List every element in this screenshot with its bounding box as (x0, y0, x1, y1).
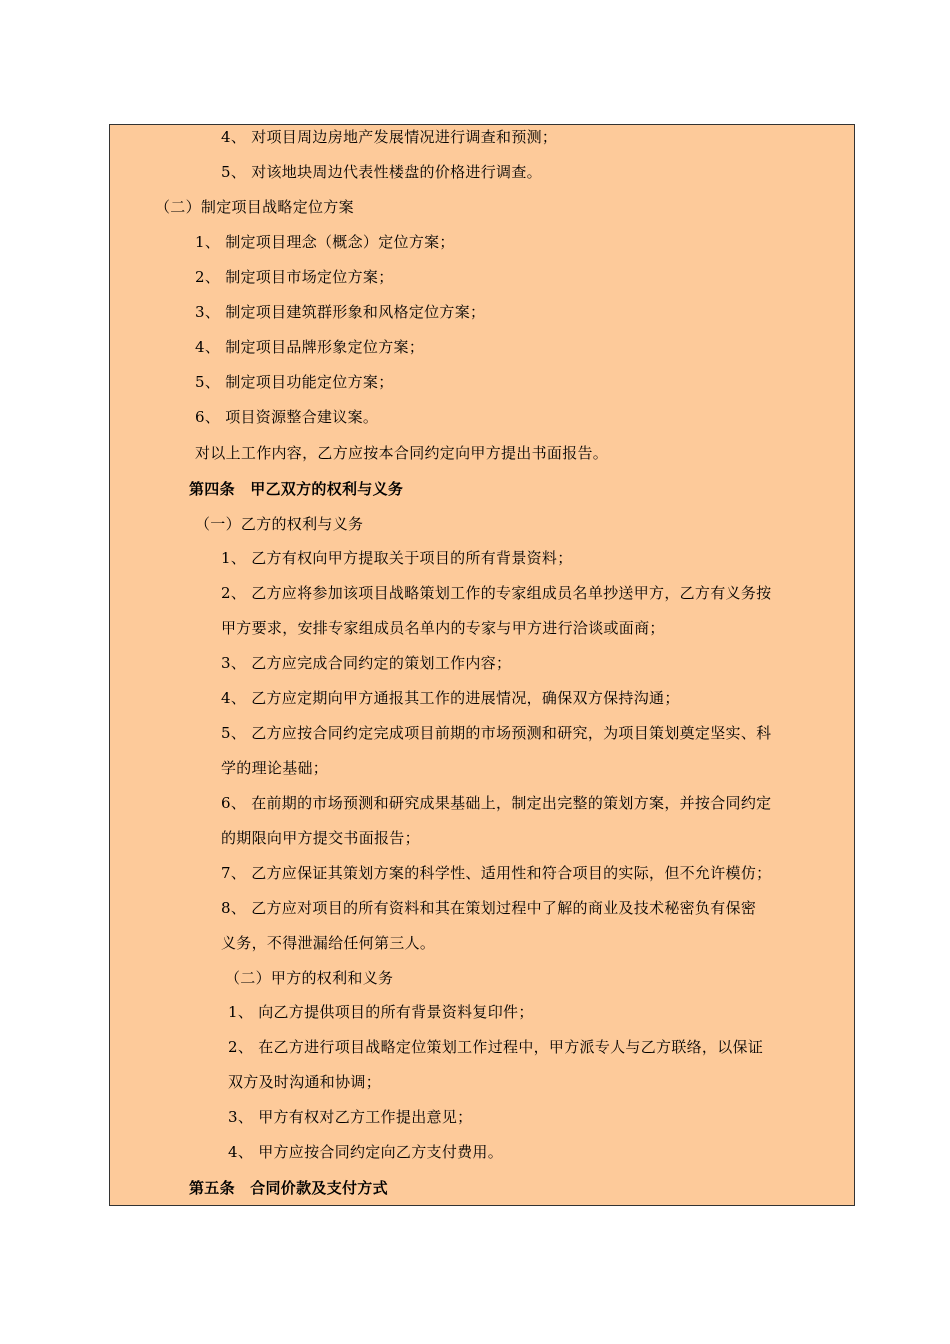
party-b-item-5-line-2: 学的理论基础； (221, 759, 329, 777)
party-b-item-1: 1、 乙方有权向甲方提取关于项目的所有背景资料； (221, 549, 573, 567)
party-b-item-2-line-1: 2、 乙方应将参加该项目战略策划工作的专家组成员名单抄送甲方，乙方有义务按 (221, 584, 772, 602)
party-a-rights-heading: （二）甲方的权利和义务 (225, 969, 394, 987)
article-4-heading: 第四条 甲乙双方的权利与义务 (189, 480, 404, 498)
party-b-item-8-line-2: 义务，不得泄漏给任何第三人。 (221, 934, 436, 952)
report-requirement-paragraph: 对以上工作内容，乙方应按本合同约定向甲方提出书面报告。 (195, 444, 609, 462)
section-heading-positioning-plan: （二）制定项目战略定位方案 (155, 198, 354, 216)
party-b-item-5-line-1: 5、 乙方应按合同约定完成项目前期的市场预测和研究，为项目策划奠定坚实、科 (221, 724, 772, 742)
party-a-item-3: 3、 甲方有权对乙方工作提出意见； (228, 1108, 473, 1126)
party-a-item-1: 1、 向乙方提供项目的所有背景资料复印件； (228, 1003, 534, 1021)
party-b-item-8-line-1: 8、 乙方应对项目的所有资料和其在策划过程中了解的商业及技术秘密负有保密 (221, 899, 757, 917)
party-a-item-2-line-1: 2、 在乙方进行项目战略定位策划工作过程中，甲方派专人与乙方联络，以保证 (228, 1038, 764, 1056)
party-b-item-6-line-2: 的期限向甲方提交书面报告； (221, 829, 420, 847)
party-a-item-4: 4、 甲方应按合同约定向乙方支付费用。 (228, 1143, 504, 1161)
party-b-item-4: 4、 乙方应定期向甲方通报其工作的进展情况，确保双方保持沟通； (221, 689, 680, 707)
plan-item-4: 4、 制定项目品牌形象定位方案； (195, 338, 425, 356)
survey-item-4: 4、 对项目周边房地产发展情况进行调查和预测； (221, 128, 558, 146)
party-a-item-2-line-2: 双方及时沟通和协调； (228, 1073, 382, 1091)
plan-item-2: 2、 制定项目市场定位方案； (195, 268, 394, 286)
party-b-rights-heading: （一）乙方的权利与义务 (195, 515, 364, 533)
party-b-item-3: 3、 乙方应完成合同约定的策划工作内容； (221, 654, 512, 672)
plan-item-3: 3、 制定项目建筑群形象和风格定位方案； (195, 303, 486, 321)
party-b-item-6-line-1: 6、 在前期的市场预测和研究成果基础上，制定出完整的策划方案，并按合同约定 (221, 794, 772, 812)
party-b-item-2-line-2: 甲方要求，安排专家组成员名单内的专家与甲方进行洽谈或面商； (221, 619, 665, 637)
plan-item-5: 5、 制定项目功能定位方案； (195, 373, 394, 391)
survey-item-5: 5、 对该地块周边代表性楼盘的价格进行调查。 (221, 163, 542, 181)
plan-item-1: 1、 制定项目理念（概念）定位方案； (195, 233, 455, 251)
article-5-heading: 第五条 合同价款及支付方式 (189, 1179, 388, 1197)
party-b-item-7: 7、 乙方应保证其策划方案的科学性、适用性和符合项目的实际，但不允许模仿； (221, 864, 772, 882)
plan-item-6: 6、 项目资源整合建议案。 (195, 408, 379, 426)
